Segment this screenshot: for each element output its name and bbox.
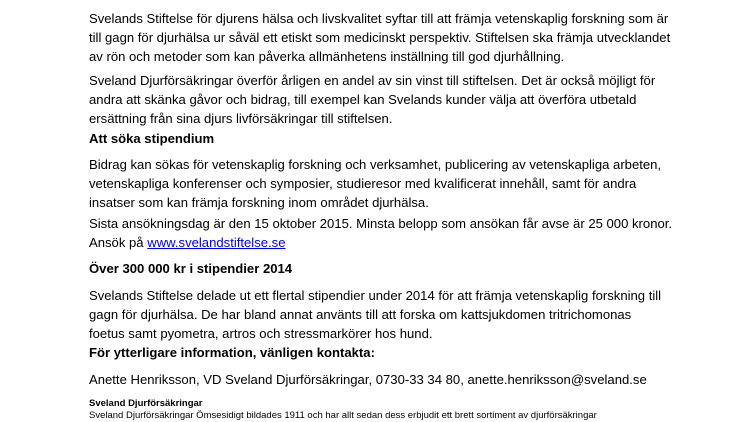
apply-line: vetenskapliga konferenser och symposier, studieresor med kvalificerat innehåll, samt för andra (89, 176, 637, 191)
contact-line: Anette Henriksson, VD Sveland Djurförsäkringar, 0730-33 34 80, anette.henriksson@sveland.se (89, 372, 647, 387)
stipend-2014-line: foetus samt pyometra, artros och stressmarkörer hos hund. (89, 326, 433, 341)
footer-text: Sveland Djurförsäkringar Ömsesidigt bildades 1911 och har allt sedan dess erbjudit ett brett sortiment av djurförsäkringar (89, 410, 597, 421)
transfer-line: Sveland Djurförsäkringar överför årligen en andel av sin vinst till stiftelsen. Det är också möjligt för (89, 73, 656, 88)
contact-heading: För ytterligare information, vänligen kontakta: (89, 345, 375, 360)
stipend-2014-line: Svelands Stiftelse delade ut ett flertal stipendier under 2014 för att främja vetenskaplig forskning till (89, 288, 662, 303)
apply-heading: Att söka stipendium (89, 131, 215, 146)
intro-line: av rön och metoder som kan påverka allmänhetens inställning till god djurhållning. (89, 49, 565, 64)
transfer-paragraph (89, 71, 655, 128)
transfer-line: ersättning från sina djurs livförsäkringar till stiftelsen. (89, 111, 393, 126)
stipend-2014-line: gagn för djurhälsa. De har bland annat använts till att forska om kattsjukdomen tritrichomonas (89, 307, 632, 322)
stipend-2014-heading: Över 300 000 kr i stipendier 2014 (89, 261, 293, 276)
intro-line: till gagn för djurhälsa ur såväl ett etiskt som medicinskt perspektiv. Stiftelsen ska främja utvecklandet (89, 30, 671, 45)
svelandstiftelse-link[interactable]: www.svelandstiftelse.se (147, 235, 286, 250)
deadline-line: Sista ansökningsdag är den 15 oktober 2015. Minsta belopp som ansökan får avse är 25 000 kronor. (89, 216, 673, 231)
apply-link-line (89, 233, 672, 252)
apply-paragraph (89, 155, 661, 212)
apply-line: insatser som kan främja forskning inom området djurhälsa. (89, 195, 429, 210)
apply-line: Bidrag kan sökas för vetenskaplig forskning och verksamhet, publicering av vetenskapliga arbeten, (89, 157, 662, 172)
stipend-2014-paragraph (89, 286, 661, 343)
footer-title: Sveland Djurförsäkringar (89, 398, 203, 409)
apply-link-prefix: Ansök på (89, 235, 148, 250)
deadline-paragraph (89, 214, 672, 252)
intro-line: Svelands Stiftelse för djurens hälsa och livskvalitet syftar till att främja vetenskaplig forskning som är (89, 11, 669, 26)
transfer-line: andra att skänka gåvor och bidrag, till exempel kan Svelands kunder välja att överföra utbetald (89, 92, 637, 107)
intro-paragraph (89, 9, 670, 66)
